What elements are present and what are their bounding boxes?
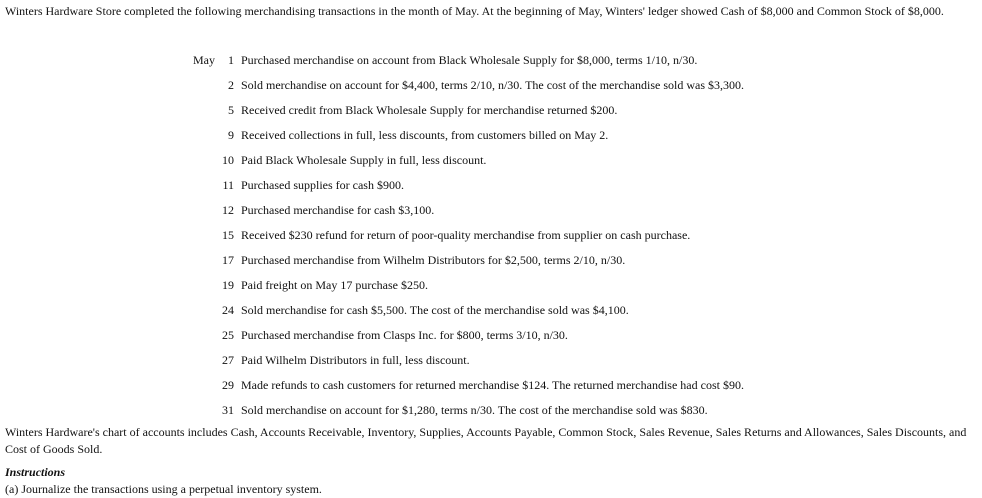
transaction-row (0, 102, 982, 127)
transaction-description: Received collections in full, less discounts, from customers billed on May 2. (241, 128, 609, 142)
transaction-row (0, 252, 982, 277)
transaction-day: 29 (222, 378, 234, 392)
transaction-description: Purchased merchandise from Wilhelm Distributors for $2,500, terms 2/10, n/30. (241, 253, 626, 267)
transaction-day: 12 (222, 203, 234, 217)
transaction-row (0, 277, 982, 302)
transaction-row (0, 177, 982, 202)
transaction-row (0, 77, 982, 102)
transaction-description: Purchased merchandise for cash $3,100. (241, 203, 435, 217)
transaction-day: 15 (222, 228, 234, 242)
transaction-description: Purchased supplies for cash $900. (241, 178, 404, 192)
transaction-description: Sold merchandise on account for $1,280, terms n/30. The cost of the merchandise sold was $830. (241, 403, 708, 417)
transaction-description: Received credit from Black Wholesale Supply for merchandise returned $200. (241, 103, 618, 117)
transaction-row (0, 377, 982, 402)
transaction-day: 17 (222, 253, 234, 267)
transaction-row (0, 152, 982, 177)
transaction-description: Purchased merchandise on account from Black Wholesale Supply for $8,000, terms 1/10, n/30. (241, 53, 698, 67)
problem-intro: Winters Hardware Store completed the following merchandising transactions in the month of May. At the beginning of May, Winters' ledger showed Cash of $8,000 and Common Stock of $8,000. (5, 4, 944, 18)
instructions-heading: Instructions (5, 465, 66, 479)
transaction-row (0, 227, 982, 252)
transaction-day: 19 (222, 278, 234, 292)
transaction-description: Made refunds to cash customers for returned merchandise $124. The returned merchandise had cost $90. (241, 378, 744, 392)
transaction-description: Paid Wilhelm Distributors in full, less discount. (241, 353, 470, 367)
transaction-day: 2 (228, 78, 234, 92)
transaction-description: Paid Black Wholesale Supply in full, less discount. (241, 153, 487, 167)
transaction-day: 1 (228, 53, 234, 67)
transaction-row (0, 202, 982, 227)
transaction-day: 27 (222, 353, 234, 367)
transaction-month: May (193, 53, 215, 67)
transaction-day: 9 (228, 128, 234, 142)
transaction-day: 24 (222, 303, 234, 317)
transaction-description: Purchased merchandise from Clasps Inc. for $800, terms 3/10, n/30. (241, 328, 568, 342)
transaction-day: 11 (222, 178, 234, 192)
chart-of-accounts: Winters Hardware's chart of accounts includes Cash, Accounts Receivable, Inventory, Supplies, Accounts Payable, Common Stock, Sales Revenue, Sales Returns and Allowances, Sales Discounts, and Cost of Goods Sold. (5, 425, 967, 456)
transaction-description: Paid freight on May 17 purchase $250. (241, 278, 428, 292)
transaction-description: Sold merchandise on account for $4,400, terms 2/10, n/30. The cost of the merchandise sold was $3,300. (241, 78, 745, 92)
transaction-row (0, 327, 982, 352)
transaction-description: Received $230 refund for return of poor-quality merchandise from supplier on cash purchase. (241, 228, 691, 242)
transaction-row (0, 52, 982, 77)
transaction-row (0, 127, 982, 152)
transaction-row (0, 352, 982, 377)
transaction-row (0, 302, 982, 327)
transaction-description: Sold merchandise for cash $5,500. The cost of the merchandise sold was $4,100. (241, 303, 629, 317)
transaction-list (0, 52, 982, 427)
instruction-item-a: (a) Journalize the transactions using a perpetual inventory system. (5, 482, 322, 496)
transaction-day: 31 (222, 403, 234, 417)
transaction-day: 10 (222, 153, 234, 167)
transaction-day: 5 (228, 103, 234, 117)
transaction-day: 25 (222, 328, 234, 342)
